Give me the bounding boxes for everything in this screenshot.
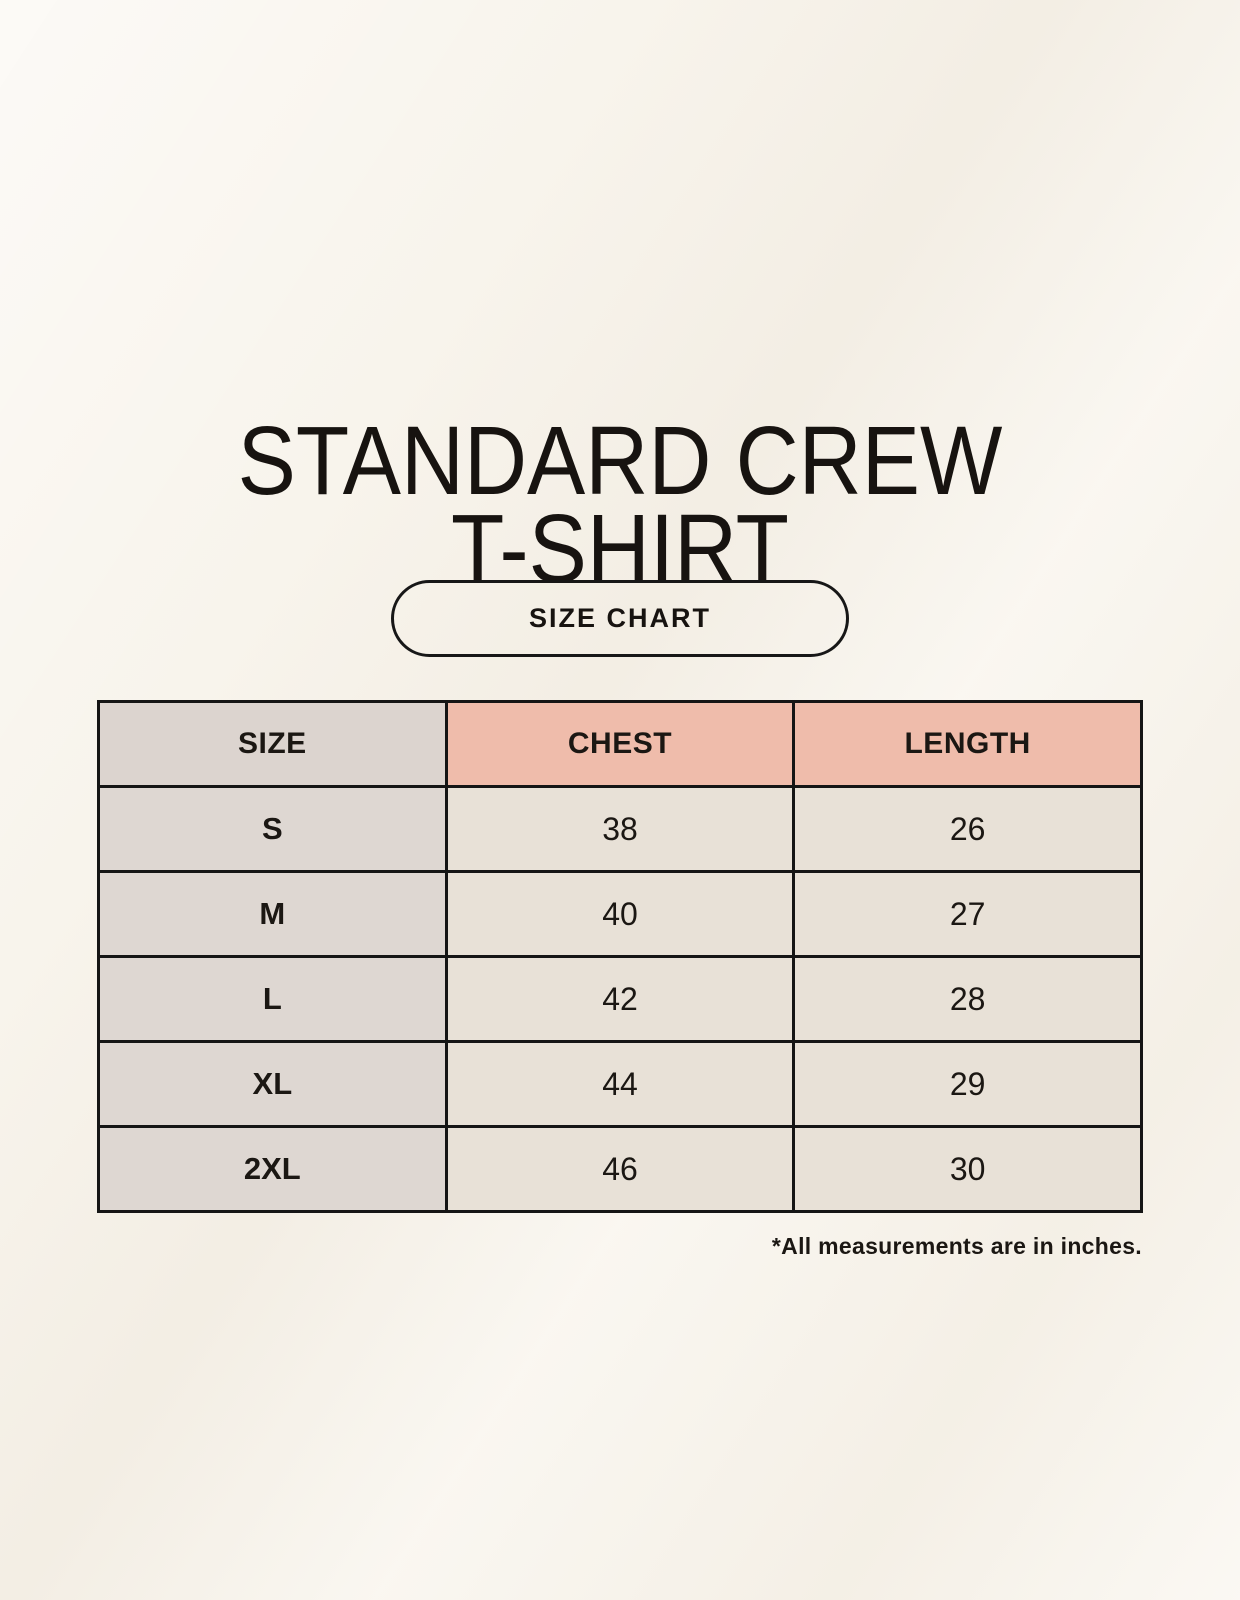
table-row <box>99 787 1142 872</box>
size-chart-badge[interactable] <box>391 580 849 657</box>
page-title-line2: T-SHIRT <box>451 493 789 603</box>
size-chart-badge-label: SIZE CHART <box>529 603 711 633</box>
length-value: 30 <box>794 1127 1142 1212</box>
column-header-chest: CHEST <box>446 702 794 787</box>
column-header-size: SIZE <box>99 702 447 787</box>
page-title-line1: STANDARD CREW <box>237 405 1003 515</box>
table-row <box>99 1042 1142 1127</box>
size-label: 2XL <box>99 1127 447 1212</box>
chest-value: 38 <box>446 787 794 872</box>
chest-value: 42 <box>446 957 794 1042</box>
page-title <box>62 405 1178 603</box>
size-label: L <box>99 957 447 1042</box>
table-row <box>99 1127 1142 1212</box>
chest-value: 44 <box>446 1042 794 1127</box>
column-header-length: LENGTH <box>794 702 1142 787</box>
chest-value: 46 <box>446 1127 794 1212</box>
size-chart-table <box>97 700 1143 1213</box>
table-row <box>99 957 1142 1042</box>
length-value: 28 <box>794 957 1142 1042</box>
length-value: 26 <box>794 787 1142 872</box>
table-row <box>99 872 1142 957</box>
size-label: M <box>99 872 447 957</box>
measurements-footnote: *All measurements are in inches. <box>771 1233 1142 1259</box>
size-label: XL <box>99 1042 447 1127</box>
chest-value: 40 <box>446 872 794 957</box>
length-value: 27 <box>794 872 1142 957</box>
table-header-row <box>99 702 1142 787</box>
length-value: 29 <box>794 1042 1142 1127</box>
size-label: S <box>99 787 447 872</box>
